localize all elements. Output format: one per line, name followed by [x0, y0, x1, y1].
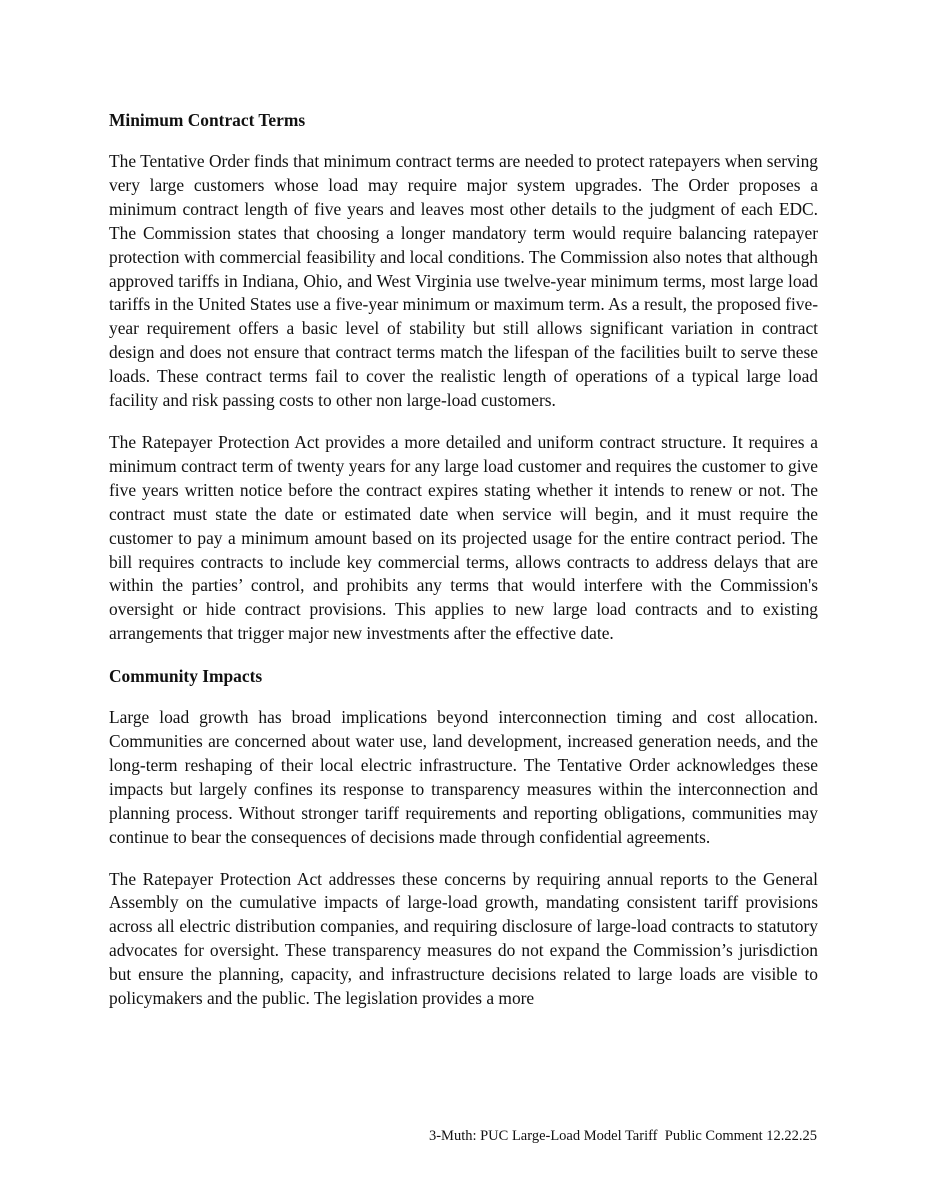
section-heading-community-impacts: Community Impacts [109, 666, 263, 687]
document-body [109, 108, 818, 1029]
paragraph-ratepayer-act-transparency: The Ratepayer Protection Act addresses these concerns by requiring annual reports to the General Assembly on the cumulative impacts of large-load growth, mandating consistent tariff provisions across all electric distribution companies, and requiring disclosure of large-load contracts to statutory advocates for oversight. These transparency measures do not expand the Commission’s jurisdiction but ensure the planning, capacity, and infrastructure decisions related to large loads are visible to policymakers and the public. The legislation provides a more [109, 868, 818, 1009]
section-heading-minimum-contract-terms: Minimum Contract Terms [109, 110, 306, 130]
page-footer: 3-Muth: PUC Large-Load Model Tariff Public Comment 12.22.25 [428, 1128, 817, 1144]
paragraph-large-load-growth-implications: Large load growth has broad implications beyond interconnection timing and cost allocation. Communities are concerned about water use, land development, increased generation needs, and the long-term reshaping of their local electric infrastructure. The Tentative Order acknowledges these impacts but largely confines its response to transparency measures within the interconnection and planning process. Without stronger tariff requirements and reporting obligations, communities may continue to bear the consequences of decisions made through confidential agreements. [109, 707, 818, 847]
paragraph-ratepayer-act-contract-structure: The Ratepayer Protection Act provides a more detailed and uniform contract structure. It requires a minimum contract term of twenty years for any large load customer and requires the customer to give five years written notice before the contract expires stating whether it intends to renew or not. The contract must state the date or estimated date when service will begin, and it must require the customer to pay a minimum amount based on its projected usage for the entire contract period. The bill requires contracts to include key commercial terms, allows contracts to address delays that are within the parties’ control, and prohibits any terms that would interfere with the Commission's oversight or hide contract provisions. This applies to new large load contracts and to existing arrangements that trigger major new investments after the effective date. [109, 431, 818, 644]
paragraph-tentative-order-contract-terms: The Tentative Order finds that minimum contract terms are needed to protect ratepayers when serving very large customers whose load may require major system upgrades. The Order proposes a minimum contract length of five years and leaves most other details to the judgment of each EDC. The Commission states that choosing a longer mandatory term would require balancing ratepayer protection with commercial feasibility and local conditions. The Commission also notes that although approved tariffs in Indiana, Ohio, and West Virginia use twelve-year minimum terms, most large load tariffs in the United States use a five-year minimum or maximum term. As a result, the proposed five-year requirement offers a basic level of stability but still allows significant variation in contract design and does not ensure that contract terms match the lifespan of the facilities built to serve these loads. These contract terms fail to cover the realistic length of operations of a typical large load facility and risk passing costs to other non large-load customers. [109, 151, 818, 411]
